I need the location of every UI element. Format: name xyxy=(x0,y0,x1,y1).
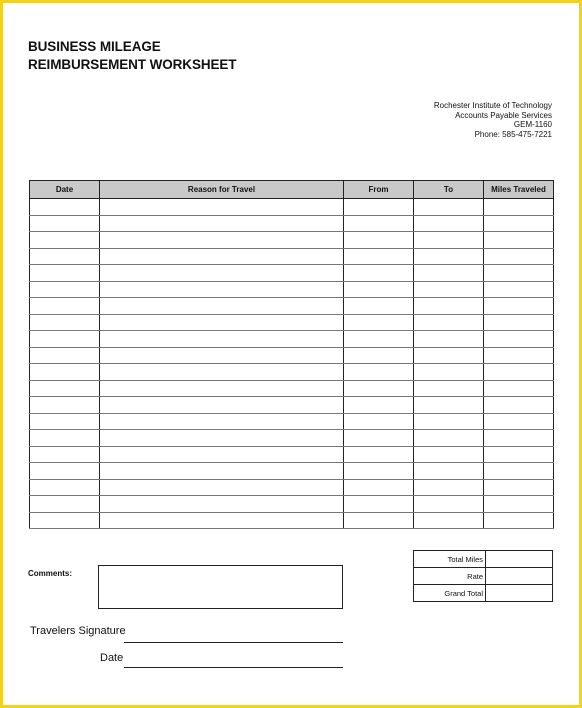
reason-cell[interactable] xyxy=(100,281,344,298)
miles-cell[interactable] xyxy=(484,248,554,265)
date-cell[interactable] xyxy=(30,265,100,282)
to-cell[interactable] xyxy=(414,446,484,463)
comments-field[interactable] xyxy=(98,565,343,609)
table-row xyxy=(30,512,554,529)
reason-cell[interactable] xyxy=(100,446,344,463)
from-cell[interactable] xyxy=(344,298,414,315)
date-line[interactable] xyxy=(124,667,343,668)
grand-total-label: Grand Total xyxy=(414,585,486,602)
from-cell[interactable] xyxy=(344,380,414,397)
miles-cell[interactable] xyxy=(484,512,554,529)
from-cell[interactable] xyxy=(344,331,414,348)
to-cell[interactable] xyxy=(414,265,484,282)
from-cell[interactable] xyxy=(344,314,414,331)
from-cell[interactable] xyxy=(344,281,414,298)
date-cell[interactable] xyxy=(30,496,100,513)
reason-cell[interactable] xyxy=(100,215,344,232)
travelers-signature-label: Travelers Signature xyxy=(30,625,126,637)
miles-cell[interactable] xyxy=(484,380,554,397)
comments-label: Comments: xyxy=(28,569,73,578)
miles-cell[interactable] xyxy=(484,446,554,463)
rate-field[interactable] xyxy=(486,568,553,585)
reason-cell[interactable] xyxy=(100,397,344,414)
org-name: Rochester Institute of Technology xyxy=(433,101,552,110)
miles-cell[interactable] xyxy=(484,265,554,282)
table-row xyxy=(30,413,554,430)
header-to: To xyxy=(414,181,484,199)
table-row xyxy=(30,298,554,315)
to-cell[interactable] xyxy=(414,512,484,529)
date-cell[interactable] xyxy=(30,215,100,232)
date-cell[interactable] xyxy=(30,397,100,414)
table-row xyxy=(30,397,554,414)
from-cell[interactable] xyxy=(344,265,414,282)
table-row xyxy=(30,347,554,364)
miles-cell[interactable] xyxy=(484,479,554,496)
miles-cell[interactable] xyxy=(484,364,554,381)
date-cell[interactable] xyxy=(30,413,100,430)
miles-cell[interactable] xyxy=(484,347,554,364)
from-cell[interactable] xyxy=(344,413,414,430)
miles-cell[interactable] xyxy=(484,331,554,348)
from-cell[interactable] xyxy=(344,446,414,463)
table-row xyxy=(30,496,554,513)
from-cell[interactable] xyxy=(344,199,414,216)
reason-cell[interactable] xyxy=(100,314,344,331)
to-cell[interactable] xyxy=(414,199,484,216)
table-row xyxy=(30,430,554,447)
table-row xyxy=(30,199,554,216)
miles-cell[interactable] xyxy=(484,314,554,331)
to-cell[interactable] xyxy=(414,331,484,348)
date-cell[interactable] xyxy=(30,479,100,496)
from-cell[interactable] xyxy=(344,512,414,529)
date-cell[interactable] xyxy=(30,331,100,348)
total-miles-label: Total Miles xyxy=(414,551,486,568)
title-line-2: REIMBURSEMENT WORKSHEET xyxy=(28,57,237,72)
to-cell[interactable] xyxy=(414,496,484,513)
miles-cell[interactable] xyxy=(484,281,554,298)
table-row xyxy=(30,314,554,331)
to-cell[interactable] xyxy=(414,380,484,397)
table-row xyxy=(30,248,554,265)
miles-cell[interactable] xyxy=(484,430,554,447)
table-row xyxy=(30,281,554,298)
date-cell[interactable] xyxy=(30,364,100,381)
totals-row xyxy=(414,585,553,602)
date-cell[interactable] xyxy=(30,199,100,216)
table-row xyxy=(30,380,554,397)
date-cell[interactable] xyxy=(30,232,100,249)
header-date: Date xyxy=(30,181,100,199)
to-cell[interactable] xyxy=(414,347,484,364)
reason-cell[interactable] xyxy=(100,364,344,381)
to-cell[interactable] xyxy=(414,430,484,447)
org-code: GEM-1160 xyxy=(513,120,552,129)
reason-cell[interactable] xyxy=(100,248,344,265)
miles-cell[interactable] xyxy=(484,215,554,232)
totals-row xyxy=(414,568,553,585)
date-cell[interactable] xyxy=(30,430,100,447)
grand-total-field[interactable] xyxy=(486,585,553,602)
miles-cell[interactable] xyxy=(484,463,554,480)
date-cell[interactable] xyxy=(30,463,100,480)
header-miles: Miles Traveled xyxy=(484,181,554,199)
header-reason: Reason for Travel xyxy=(100,181,344,199)
table-row xyxy=(30,463,554,480)
reason-cell[interactable] xyxy=(100,331,344,348)
from-cell[interactable] xyxy=(344,479,414,496)
to-cell[interactable] xyxy=(414,215,484,232)
rate-label: Rate xyxy=(414,568,486,585)
date-cell[interactable] xyxy=(30,512,100,529)
from-cell[interactable] xyxy=(344,232,414,249)
to-cell[interactable] xyxy=(414,413,484,430)
org-phone: Phone: 585-475-7221 xyxy=(474,129,552,139)
reason-cell[interactable] xyxy=(100,463,344,480)
reason-cell[interactable] xyxy=(100,496,344,513)
from-cell[interactable] xyxy=(344,397,414,414)
from-cell[interactable] xyxy=(344,430,414,447)
to-cell[interactable] xyxy=(414,281,484,298)
from-cell[interactable] xyxy=(344,248,414,265)
totals-row xyxy=(414,551,553,568)
to-cell[interactable] xyxy=(414,232,484,249)
table-row xyxy=(30,232,554,249)
org-department: Accounts Payable Services xyxy=(455,110,552,120)
organization-block xyxy=(434,101,552,139)
to-cell[interactable] xyxy=(414,248,484,265)
to-cell[interactable] xyxy=(414,314,484,331)
from-cell[interactable] xyxy=(344,364,414,381)
table-row xyxy=(30,215,554,232)
reason-cell[interactable] xyxy=(100,512,344,529)
table-row xyxy=(30,364,554,381)
miles-cell[interactable] xyxy=(484,298,554,315)
table-header-row xyxy=(30,181,554,199)
miles-cell[interactable] xyxy=(484,413,554,430)
to-cell[interactable] xyxy=(414,298,484,315)
to-cell[interactable] xyxy=(414,463,484,480)
miles-cell[interactable] xyxy=(484,397,554,414)
miles-cell[interactable] xyxy=(484,496,554,513)
totals-table xyxy=(413,550,553,602)
title-line-1: BUSINESS MILEAGE xyxy=(28,39,161,54)
total-miles-field[interactable] xyxy=(486,551,553,568)
miles-cell[interactable] xyxy=(484,199,554,216)
reason-cell[interactable] xyxy=(100,479,344,496)
table-row xyxy=(30,265,554,282)
worksheet-page xyxy=(3,3,579,705)
date-cell[interactable] xyxy=(30,380,100,397)
date-cell[interactable] xyxy=(30,446,100,463)
reason-cell[interactable] xyxy=(100,298,344,315)
document-title xyxy=(28,38,236,74)
from-cell[interactable] xyxy=(344,496,414,513)
table-row xyxy=(30,446,554,463)
to-cell[interactable] xyxy=(414,364,484,381)
date-cell[interactable] xyxy=(30,281,100,298)
date-cell[interactable] xyxy=(30,298,100,315)
to-cell[interactable] xyxy=(414,479,484,496)
reason-cell[interactable] xyxy=(100,347,344,364)
table-row xyxy=(30,479,554,496)
reason-cell[interactable] xyxy=(100,199,344,216)
date-cell[interactable] xyxy=(30,248,100,265)
from-cell[interactable] xyxy=(344,215,414,232)
header-from: From xyxy=(344,181,414,199)
miles-cell[interactable] xyxy=(484,232,554,249)
date-cell[interactable] xyxy=(30,347,100,364)
reason-cell[interactable] xyxy=(100,430,344,447)
reason-cell[interactable] xyxy=(100,380,344,397)
mileage-table xyxy=(29,180,554,529)
to-cell[interactable] xyxy=(414,397,484,414)
reason-cell[interactable] xyxy=(100,413,344,430)
date-label: Date xyxy=(100,652,124,664)
reason-cell[interactable] xyxy=(100,232,344,249)
from-cell[interactable] xyxy=(344,347,414,364)
date-cell[interactable] xyxy=(30,314,100,331)
signature-line[interactable] xyxy=(124,642,343,643)
from-cell[interactable] xyxy=(344,463,414,480)
table-body xyxy=(30,199,554,529)
reason-cell[interactable] xyxy=(100,265,344,282)
table-row xyxy=(30,331,554,348)
